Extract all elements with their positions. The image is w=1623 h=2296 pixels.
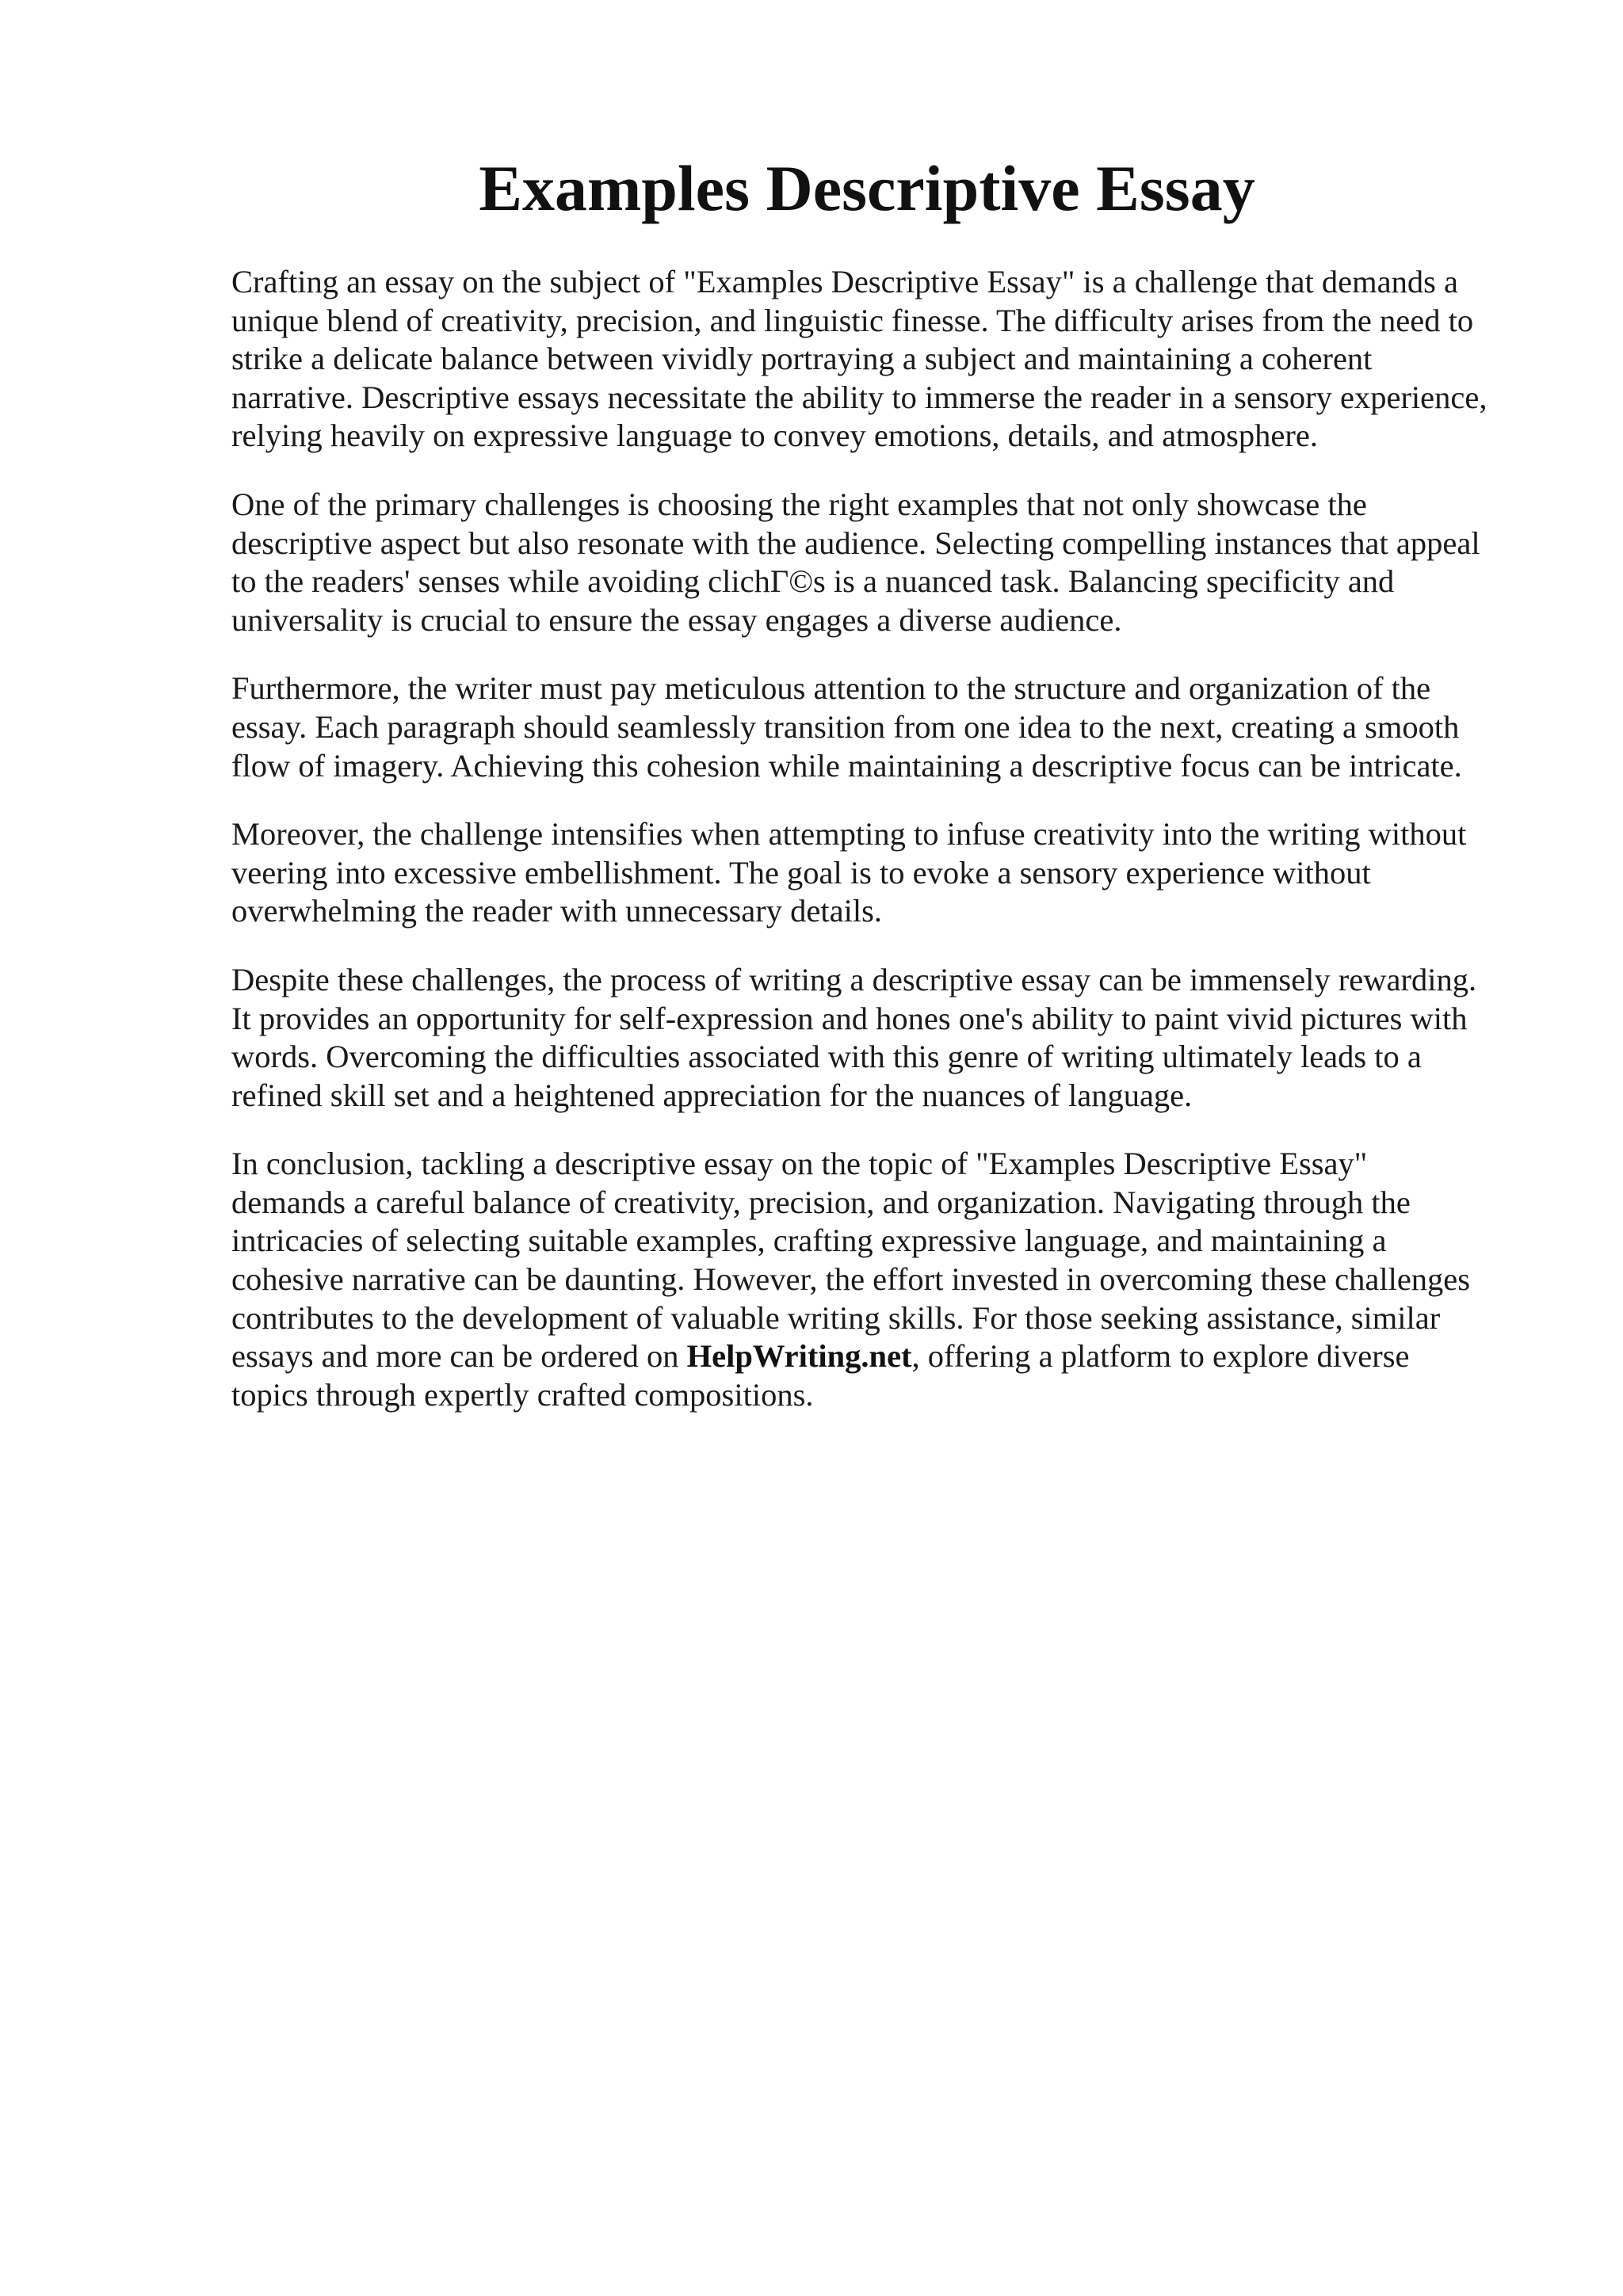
paragraph-5 [231,961,1531,1115]
paragraph-line: unique blend of creativity, precision, and linguistic finesse. The difficulty arises from the need to [231,302,1474,338]
paragraph-line: Despite these challenges, the process of writing a descriptive essay can be immensely rewarding. [231,961,1477,997]
paragraph-line: Furthermore, the writer must pay meticulous attention to the structure and organization of the [231,670,1431,707]
paragraph-line: It provides an opportunity for self-expression and hones one's ability to paint vivid pictures with [231,1000,1468,1036]
paragraph-line: words. Overcoming the difficulties associated with this genre of writing ultimately leads to a [231,1039,1422,1075]
document-body [231,263,1531,1444]
link-prefix-text: essays and more can be ordered on [231,1338,687,1375]
helpwriting-link[interactable]: HelpWriting.net [686,1338,912,1375]
paragraph-line: Crafting an essay on the subject of "Examples Descriptive Essay" is a challenge that demands a [231,264,1458,299]
paragraph-line: to the readers' senses while avoiding clichГ©s is a nuanced task. Balancing specificity and [231,563,1395,600]
paragraph-line: demands a careful balance of creativity, precision, and organization. Navigating through the [231,1184,1411,1220]
paragraph-line: descriptive aspect but also resonate with the audience. Selecting compelling instances that appeal [231,524,1480,561]
link-suffix-text: , offering a platform to explore diverse [911,1338,1410,1375]
paragraph-line: cohesive narrative can be daunting. However, the effort invested in overcoming these challenges [231,1261,1471,1298]
paragraph-line: In conclusion, tackling a descriptive essay on the topic of "Examples Descriptive Essay" [231,1146,1368,1182]
paragraph-line: intricacies of selecting suitable examples, crafting expressive language, and maintaining a [231,1222,1387,1259]
paragraph-line: veering into excessive embellishment. The goal is to evoke a sensory experience without [231,854,1371,891]
paragraph-line: strike a delicate balance between vividly portraying a subject and maintaining a coherent [231,341,1373,377]
paragraph-line: essay. Each paragraph should seamlessly transition from one idea to the next, creating a smooth [231,708,1460,745]
paragraph-line: relying heavily on expressive language to convey emotions, details, and atmosphere. [231,418,1318,454]
document-title: Examples Descriptive Essay [479,152,1255,224]
paragraph-line: Moreover, the challenge intensifies when attempting to infuse creativity into the writing without [231,816,1467,852]
paragraph-line: One of the primary challenges is choosing the right examples that not only showcase the [231,486,1367,522]
paragraph-3 [231,669,1531,785]
paragraph-1 [231,263,1531,456]
paragraph-2 [231,486,1531,639]
paragraph-line: refined skill set and a heightened appreciation for the nuances of language. [231,1077,1193,1113]
paragraph-line: universality is crucial to ensure the essay engages a diverse audience. [231,601,1122,638]
paragraph-line-with-link [231,1337,1531,1376]
paragraph-line: flow of imagery. Achieving this cohesion while maintaining a descriptive focus can be intricate. [231,747,1462,784]
paragraph-line: narrative. Descriptive essays necessitate the ability to immerse the reader in a sensory experience, [231,379,1487,415]
conclusion-paragraph [231,1145,1531,1414]
paragraph-line: contributes to the development of valuable writing skills. For those seeking assistance, similar [231,1299,1441,1336]
paragraph-4 [231,815,1531,931]
paragraph-line: overwhelming the reader with unnecessary details. [231,893,882,929]
paragraph-line: topics through expertly crafted compositions. [231,1376,814,1413]
